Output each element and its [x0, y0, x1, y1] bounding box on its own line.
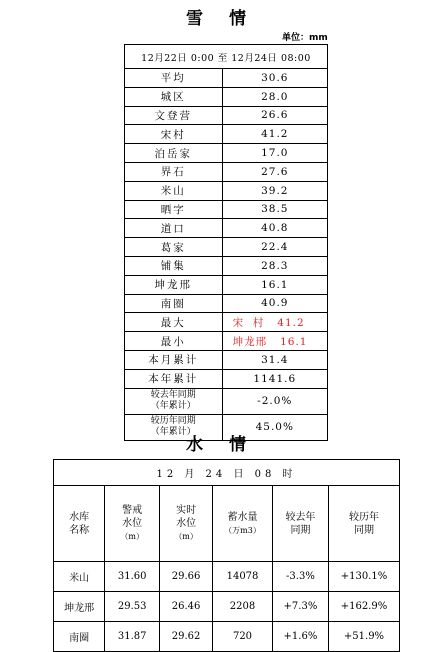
vs-history-value: 45.0% [222, 414, 327, 440]
station-value: 40.9 [222, 294, 327, 313]
header-text: 较去年 [285, 511, 316, 523]
min-row [125, 332, 328, 351]
header-reservoir-name [54, 486, 105, 562]
station-value: 22.4 [222, 238, 327, 257]
water-date: 12 月 24 日 08 时 [54, 460, 400, 486]
warning-level: 31.60 [105, 562, 160, 592]
table-row [125, 162, 328, 181]
header-vs-history [328, 486, 399, 562]
header-text: 水库 [69, 511, 90, 523]
header-storage [213, 486, 273, 562]
station-name: 米山 [125, 181, 223, 200]
month-total-row [125, 350, 328, 369]
vs-last-year-value: -2.0% [222, 388, 327, 414]
table-row [125, 200, 328, 219]
water-title: 水 情 [186, 435, 256, 455]
station-name: 铺集 [125, 256, 223, 275]
header-text: 同期 [290, 524, 311, 536]
station-name: 平均 [125, 69, 223, 88]
station-value: 28.3 [222, 256, 327, 275]
header-warning-level [105, 486, 160, 562]
station-value: 26.6 [222, 106, 327, 125]
header-text: 警戒 [122, 505, 143, 516]
reservoir-name: 南圈 [54, 622, 105, 652]
snow-table [124, 44, 328, 441]
table-row [125, 106, 328, 125]
warning-level: 31.87 [105, 622, 160, 652]
station-value: 39.2 [222, 181, 327, 200]
table-row [125, 275, 328, 294]
year-total-value: 1141.6 [222, 369, 327, 388]
header-text: （m） [120, 532, 144, 541]
vs-last-year: -3.3% [272, 562, 328, 592]
header-text: 较历年 [348, 511, 379, 523]
vs-history: +51.9% [328, 622, 399, 652]
header-text: （万m3） [224, 525, 261, 535]
warning-level: 29.53 [105, 592, 160, 622]
reservoir-name: 米山 [54, 562, 105, 592]
vs-history: +130.1% [328, 562, 399, 592]
table-row [54, 562, 400, 592]
snow-period: 12月22日 0:00 至 12月24日 08:00 [125, 45, 328, 69]
station-value: 41.2 [222, 125, 327, 144]
table-row [125, 125, 328, 144]
station-name: 道口 [125, 219, 223, 238]
station-name: 坤龙邢 [125, 275, 223, 294]
vs-last-year-label [125, 388, 223, 414]
max-value: 宋 村 41.2 [222, 313, 327, 332]
header-vs-last-year [272, 486, 328, 562]
max-row [125, 313, 328, 332]
min-value: 坤龙邢 16.1 [222, 332, 327, 351]
reservoir-name: 坤龙邢 [54, 592, 105, 622]
snow-period-row [125, 45, 328, 69]
storage: 720 [213, 622, 273, 652]
realtime-level: 29.66 [160, 562, 213, 592]
min-label: 最小 [125, 332, 223, 351]
snow-unit: 单位：mm [282, 33, 328, 43]
table-row [125, 294, 328, 313]
table-row [125, 69, 328, 88]
station-value: 30.6 [222, 69, 327, 88]
station-value: 27.6 [222, 162, 327, 181]
vs-last-year-label-line2: （年累计） [150, 401, 196, 412]
year-total-label: 本年累计 [125, 369, 223, 388]
header-text: 实时 [176, 505, 197, 516]
table-row [125, 238, 328, 257]
station-name: 宋村 [125, 125, 223, 144]
station-value: 16.1 [222, 275, 327, 294]
station-name: 泊岳家 [125, 144, 223, 163]
vs-history-label-line2: （年累计） [150, 427, 196, 438]
station-value: 17.0 [222, 144, 327, 163]
vs-last-year: +1.6% [272, 622, 328, 652]
header-text: 水位 [122, 518, 143, 529]
station-name: 葛家 [125, 238, 223, 257]
realtime-level: 26.46 [160, 592, 213, 622]
vs-last-year: +7.3% [272, 592, 328, 622]
station-value: 28.0 [222, 87, 327, 106]
station-name: 文登营 [125, 106, 223, 125]
station-name: 界石 [125, 162, 223, 181]
vs-history-label-line1: 较历年同期 [150, 416, 196, 427]
station-name: 晒字 [125, 200, 223, 219]
station-name: 南圈 [125, 294, 223, 313]
table-row [125, 219, 328, 238]
water-table [53, 459, 400, 652]
table-row [54, 622, 400, 652]
storage: 2208 [213, 592, 273, 622]
header-realtime-level [160, 486, 213, 562]
max-label: 最大 [125, 313, 223, 332]
vs-last-year-label-line1: 较去年同期 [150, 390, 196, 401]
vs-last-year-row [125, 388, 328, 414]
water-header-row [54, 486, 400, 562]
month-total-label: 本月累计 [125, 350, 223, 369]
realtime-level: 29.62 [160, 622, 213, 652]
storage: 14078 [213, 562, 273, 592]
vs-history: +162.9% [328, 592, 399, 622]
snow-title: 雪 情 [186, 9, 256, 29]
header-text: （m） [174, 532, 198, 541]
header-text: 名称 [69, 524, 90, 536]
station-value: 40.8 [222, 219, 327, 238]
year-total-row [125, 369, 328, 388]
station-value: 38.5 [222, 200, 327, 219]
table-row [125, 181, 328, 200]
header-text: 水位 [176, 518, 197, 529]
table-row [125, 144, 328, 163]
table-row [125, 256, 328, 275]
water-date-row [54, 460, 400, 486]
month-total-value: 31.4 [222, 350, 327, 369]
table-row [54, 592, 400, 622]
station-name: 城区 [125, 87, 223, 106]
table-row [125, 87, 328, 106]
header-text: 蓄水量 [227, 511, 258, 523]
header-text: 同期 [353, 524, 374, 536]
